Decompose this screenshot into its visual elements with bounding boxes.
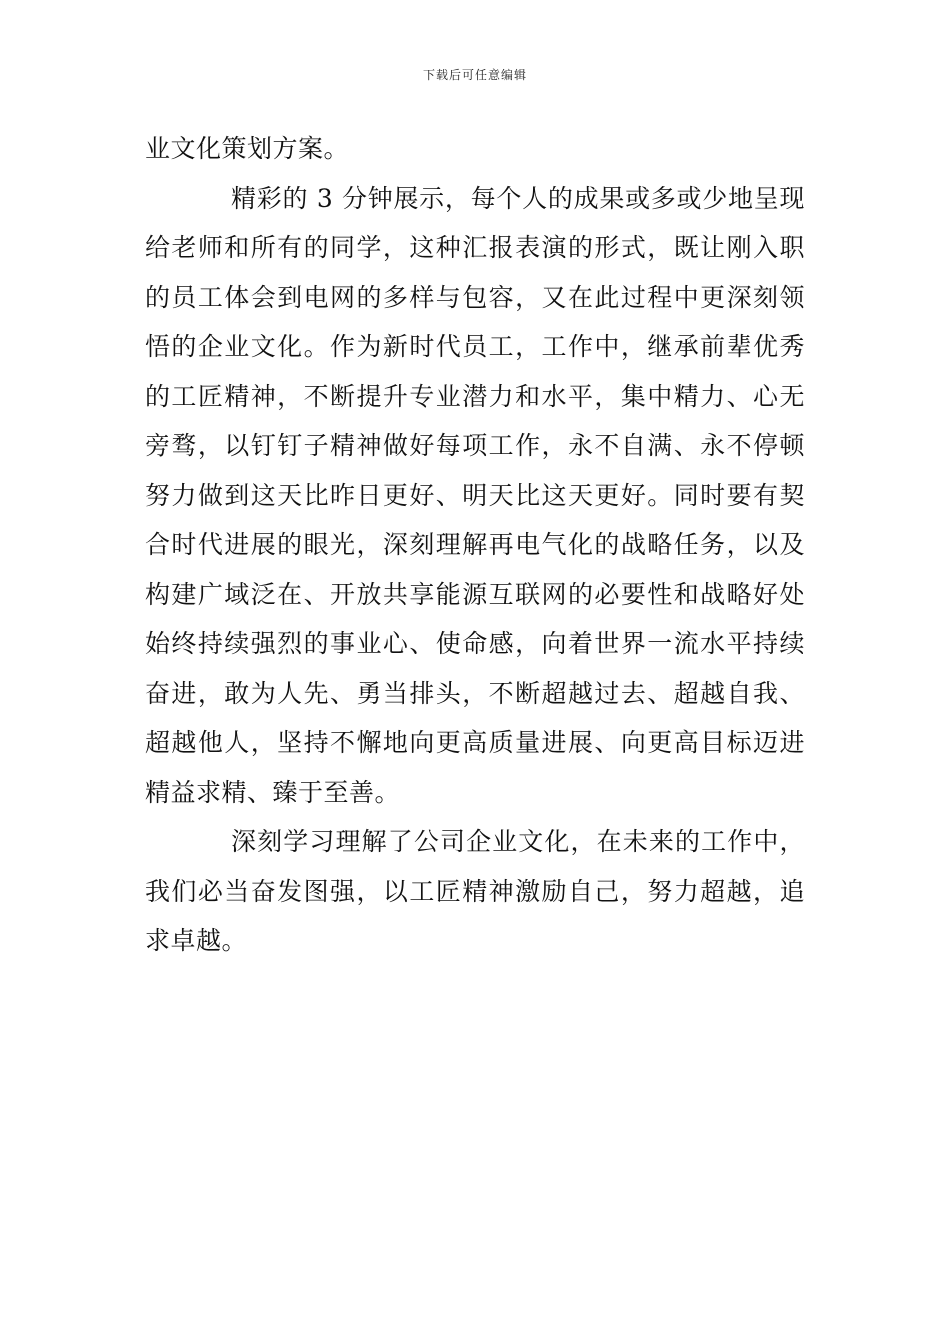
- text-line: 超越他人，坚持不懈地向更高质量进展、向更高目标迈进: [145, 728, 805, 757]
- text-line: 旁骛，以钉钉子精神做好每项工作，永不自满、永不停顿: [145, 431, 805, 460]
- page-header-note: 下载后可任意编辑: [422, 68, 527, 82]
- text-line: 的工匠精神，不断提升专业潜力和水平，集中精力、心无: [145, 381, 805, 411]
- text-line: 精益求精、臻于至善。: [145, 777, 401, 807]
- text-line: 努力做到这天比昨日更好、明天比这天更好。同时要有契: [145, 480, 805, 510]
- text-line: 给老师和所有的同学，这种汇报表演的形式，既让刚入职: [145, 233, 805, 262]
- text-line: 深刻学习理解了公司企业文化，在未来的工作中，: [231, 827, 805, 856]
- text-line: 构建广域泛在、开放共享能源互联网的必要性和战略好处: [145, 579, 805, 609]
- document-body: [145, 124, 805, 966]
- text-line: 业文化策划方案。: [145, 134, 350, 163]
- text-line: 的员工体会到电网的多样与包容，又在此过程中更深刻领: [145, 282, 805, 312]
- text-line: 始终持续强烈的事业心、使命感，向着世界一流水平持续: [145, 629, 805, 658]
- text-line: 悟的企业文化。作为新时代员工，工作中，继承前辈优秀: [145, 332, 805, 361]
- text-line: 精彩的 3 分钟展示，每个人的成果或多或少地呈现: [231, 183, 805, 213]
- text-line: 奋进，敢为人先、勇当排头，不断超越过去、超越自我、: [145, 678, 805, 708]
- text-line: 我们必当奋发图强，以工匠精神激励自己，努力超越，追: [145, 876, 805, 906]
- text-line: 合时代进展的眼光，深刻理解再电气化的战略任务，以及: [145, 530, 805, 559]
- text-line: 求卓越。: [145, 926, 248, 955]
